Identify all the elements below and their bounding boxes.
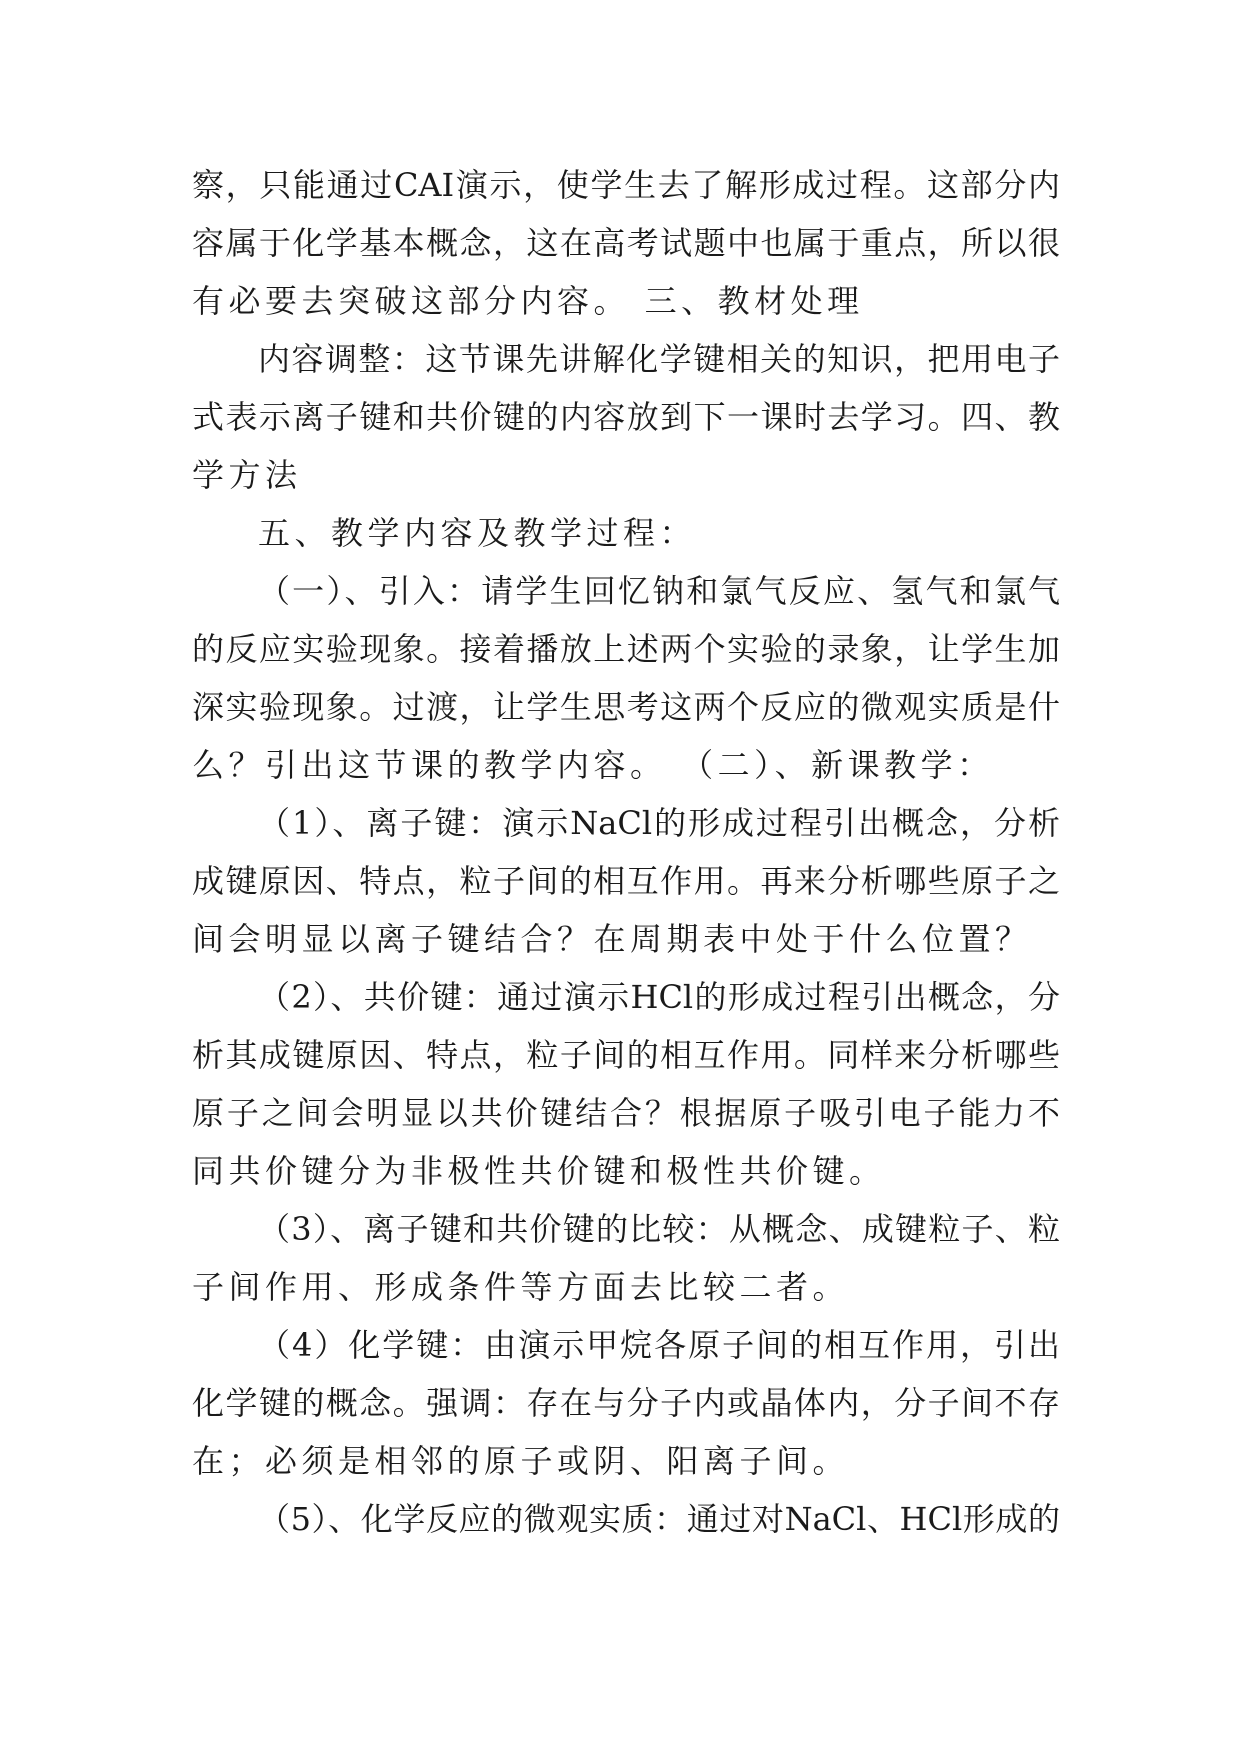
- text-line: 内容调整：这节课先讲解化学键相关的知识，把用电子: [258, 340, 1060, 378]
- text-line: 同共价键分为非极性共价键和极性共价键。: [192, 1152, 886, 1190]
- text-line: （2）、共价键：通过演示HCl的形成过程引出概念，分: [258, 978, 1060, 1016]
- text-line: 原子之间会明显以共价键结合？根据原子吸引电子能力不: [192, 1094, 1060, 1132]
- text-line: 的反应实验现象。接着播放上述两个实验的录象，让学生加: [192, 630, 1060, 668]
- text-line: 析其成键原因、特点，粒子间的相互作用。同样来分析哪些: [192, 1036, 1060, 1074]
- text-line: 子间作用、形成条件等方面去比较二者。: [192, 1268, 850, 1306]
- text-line: 学方法: [192, 456, 302, 494]
- text-line: 化学键的概念。强调：存在与分子内或晶体内，分子间不存: [192, 1384, 1060, 1422]
- text-line: 么？引出这节课的教学内容。 （二）、新课教学：: [192, 746, 994, 784]
- text-line: 有必要去突破这部分内容。 三、教材处理: [192, 282, 864, 320]
- text-line: （3）、离子键和共价键的比较：从概念、成键粒子、粒: [258, 1210, 1060, 1248]
- text-line: 容属于化学基本概念，这在高考试题中也属于重点，所以很: [192, 224, 1060, 262]
- text-line: 察，只能通过CAI演示，使学生去了解形成过程。这部分内: [192, 166, 1060, 204]
- text-line: 间会明显以离子键结合？在周期表中处于什么位置？: [192, 920, 1032, 958]
- text-line: （4）化学键：由演示甲烷各原子间的相互作用，引出: [258, 1326, 1060, 1364]
- text-line: 深实验现象。过渡，让学生思考这两个反应的微观实质是什: [192, 688, 1060, 726]
- text-line: 在；必须是相邻的原子或阴、阳离子间。: [192, 1442, 850, 1480]
- text-line: 五、教学内容及教学过程：: [258, 514, 697, 552]
- document-body: [192, 156, 1060, 1548]
- text-line: 成键原因、特点，粒子间的相互作用。再来分析哪些原子之: [192, 862, 1060, 900]
- text-line: 式表示离子键和共价键的内容放到下一课时去学习。四、教: [192, 398, 1060, 436]
- text-line: （一）、引入：请学生回忆钠和氯气反应、氢气和氯气: [258, 572, 1060, 610]
- text-line: （1）、离子键：演示NaCl的形成过程引出概念，分析: [258, 804, 1060, 842]
- text-line: （5）、化学反应的微观实质：通过对NaCl、HCl形成的: [258, 1500, 1060, 1538]
